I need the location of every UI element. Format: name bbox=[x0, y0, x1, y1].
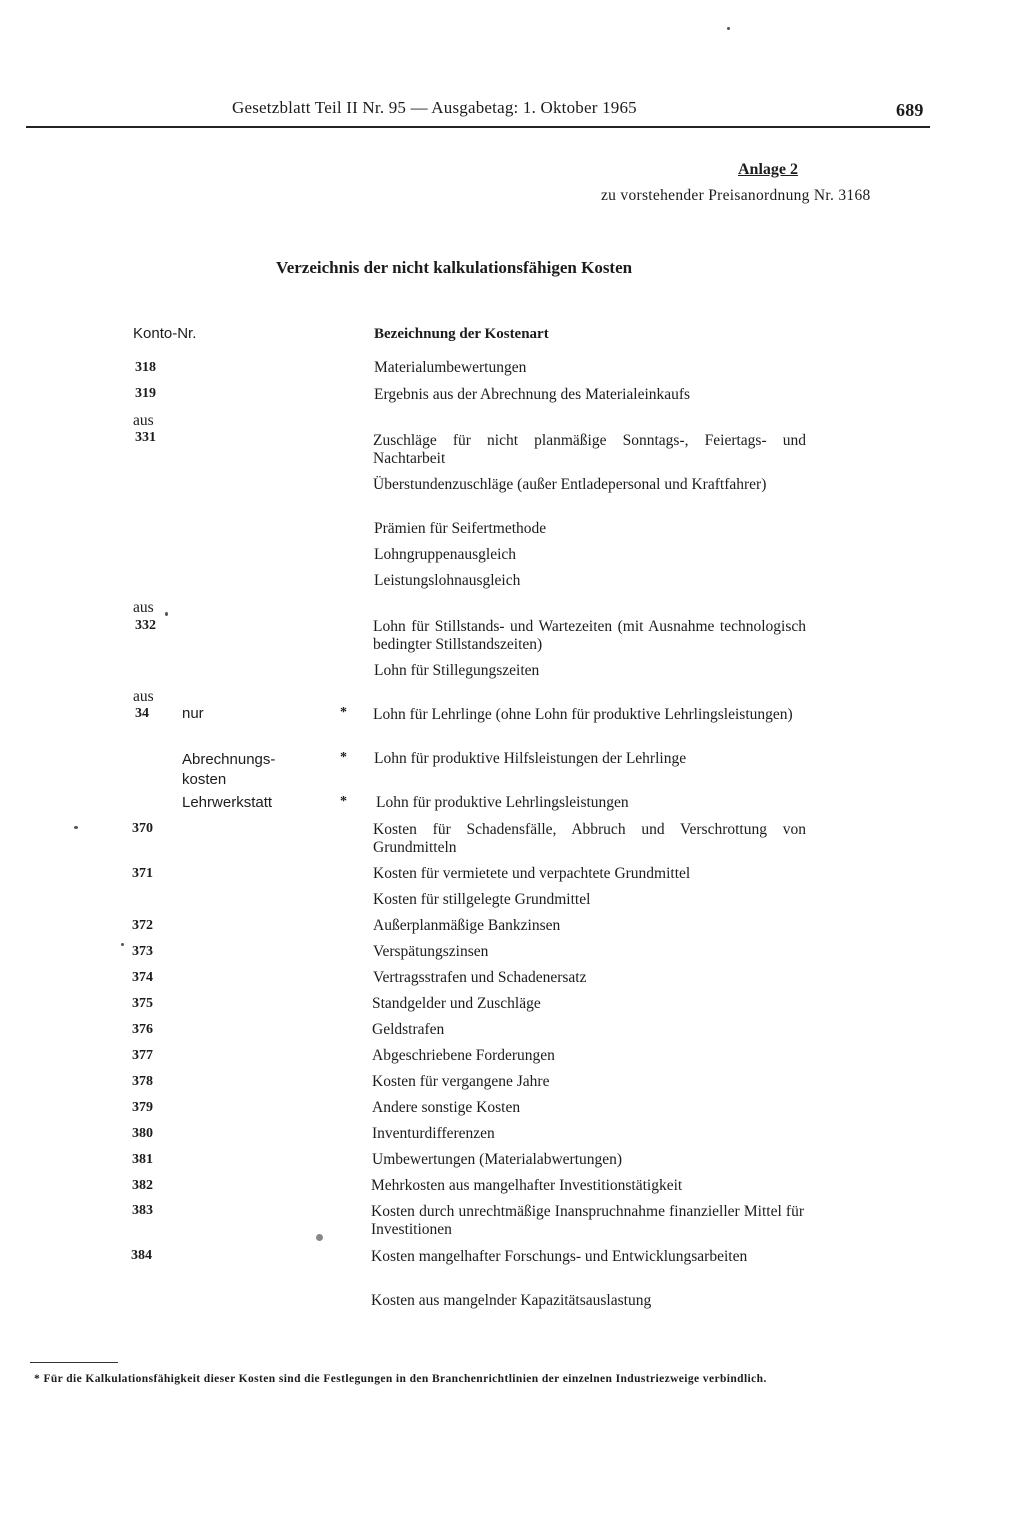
account-number: 370 bbox=[132, 821, 153, 836]
footnote-marker: * bbox=[340, 794, 347, 809]
cost-type: Kosten für vermietete und verpachtete Grundmittel bbox=[373, 865, 691, 882]
annex-label: Anlage 2 bbox=[738, 161, 798, 178]
account-number: 376 bbox=[132, 1022, 153, 1037]
account-number: 375 bbox=[132, 996, 153, 1011]
column-header-account: Konto-Nr. bbox=[133, 325, 197, 342]
footnote-marker: * bbox=[34, 1373, 41, 1385]
scan-speck bbox=[316, 1234, 323, 1241]
cost-type: Lohn für produktive Hilfsleistungen der Lehrlinge bbox=[374, 750, 687, 767]
cost-type: Kosten für vergangene Jahre bbox=[372, 1073, 550, 1090]
cost-type: Lohn für Stillegungszeiten bbox=[374, 662, 540, 679]
sub-account-label: nur bbox=[182, 705, 204, 722]
account-prefix: aus bbox=[133, 412, 154, 429]
account-number: 378 bbox=[132, 1074, 153, 1089]
cost-type: Kosten für Schadensfälle, Abbruch und Verschrottung von Grundmitteln bbox=[373, 821, 806, 856]
account-number: 374 bbox=[132, 970, 153, 985]
cost-type: Mehrkosten aus mangelhafter Investitionstätigkeit bbox=[371, 1177, 683, 1194]
cost-type: Materialumbewertungen bbox=[374, 359, 527, 376]
cost-type: Abgeschriebene Forderungen bbox=[372, 1047, 555, 1064]
cost-type: Leistungslohnausgleich bbox=[374, 572, 521, 589]
scan-speck bbox=[74, 826, 78, 829]
cost-type: Kosten durch unrechtmäßige Inanspruchnahme finanzieller Mittel für Investitionen bbox=[371, 1203, 804, 1238]
cost-type: Lohn für produktive Lehrlingsleistungen bbox=[376, 794, 629, 811]
cost-type: Prämien für Seifertmethode bbox=[374, 520, 547, 537]
footnote-marker: * bbox=[340, 705, 347, 720]
account-number: 377 bbox=[132, 1048, 153, 1063]
account-prefix: aus bbox=[133, 688, 154, 705]
scan-speck bbox=[121, 943, 124, 946]
page-number: 689 bbox=[896, 100, 924, 120]
account-number: 379 bbox=[132, 1100, 153, 1115]
cost-type: Vertragsstrafen und Schadenersatz bbox=[373, 969, 587, 986]
cost-type: Zuschläge für nicht planmäßige Sonntags-, Feiertags- und Nachtarbeit bbox=[373, 432, 806, 467]
running-header: Gesetzblatt Teil II Nr. 95 — Ausgabetag: 1. Oktober 1965 bbox=[232, 98, 637, 117]
account-number: 380 bbox=[132, 1126, 153, 1141]
cost-type: Ergebnis aus der Abrechnung des Materialeinkaufs bbox=[374, 386, 691, 403]
cost-type: Umbewertungen (Materialabwertungen) bbox=[372, 1151, 623, 1168]
account-number: 384 bbox=[131, 1248, 152, 1263]
account-number: 371 bbox=[132, 866, 153, 881]
cost-type: Geldstrafen bbox=[372, 1021, 445, 1038]
account-number: 373 bbox=[132, 944, 153, 959]
cost-type: Kosten aus mangelnder Kapazitätsauslastung bbox=[371, 1292, 652, 1309]
cost-type: Überstundenzuschläge (außer Entladepersonal und Kraftfahrer) bbox=[373, 476, 767, 493]
account-number: 332 bbox=[135, 618, 156, 633]
account-prefix: aus bbox=[133, 599, 154, 616]
footnote-marker: * bbox=[340, 750, 347, 765]
header-rule bbox=[26, 126, 930, 128]
sub-account-label: Abrechnungs-kosten bbox=[182, 751, 276, 788]
scan-speck bbox=[165, 612, 168, 616]
cost-type: Kosten mangelhafter Forschungs- und Entwicklungsarbeiten bbox=[371, 1248, 748, 1265]
column-header-description: Bezeichnung der Kostenart bbox=[374, 326, 549, 342]
account-number: 331 bbox=[135, 430, 156, 445]
sub-account-label: Lehrwerkstatt bbox=[182, 794, 273, 811]
account-number: 382 bbox=[132, 1178, 153, 1193]
account-number: 381 bbox=[132, 1152, 153, 1167]
cost-type: Außerplanmäßige Bankzinsen bbox=[373, 917, 561, 934]
footnote-rule bbox=[30, 1362, 118, 1363]
cost-type: Kosten für stillgelegte Grundmittel bbox=[373, 891, 591, 908]
cost-type: Verspätungszinsen bbox=[373, 943, 489, 960]
cost-type: Andere sonstige Kosten bbox=[372, 1099, 521, 1116]
account-number: 34 bbox=[135, 706, 149, 721]
page-title: Verzeichnis der nicht kalkulationsfähigen Kosten bbox=[276, 258, 633, 277]
account-number: 318 bbox=[135, 360, 156, 375]
cost-type: Lohngruppenausgleich bbox=[374, 546, 517, 563]
cost-type: Lohn für Lehrlinge (ohne Lohn für produktive Lehrlingsleistungen) bbox=[373, 706, 793, 723]
footnote-text: Für die Kalkulationsfähigkeit dieser Kosten sind die Festlegungen in den Branchenrichtlinien der einzelnen Industriezweige verbindlich. bbox=[43, 1373, 767, 1385]
annex-reference: zu vorstehender Preisanordnung Nr. 3168 bbox=[601, 187, 871, 204]
scan-speck bbox=[727, 27, 730, 30]
account-number: 319 bbox=[135, 386, 156, 401]
cost-type: Lohn für Stillstands- und Wartezeiten (mit Ausnahme technologisch bedingter Stillstandszeiten) bbox=[373, 618, 806, 653]
footnote bbox=[34, 1371, 924, 1387]
cost-type: Inventurdifferenzen bbox=[372, 1125, 495, 1142]
cost-type: Standgelder und Zuschläge bbox=[372, 995, 541, 1012]
account-number: 383 bbox=[132, 1203, 153, 1218]
account-number: 372 bbox=[132, 918, 153, 933]
